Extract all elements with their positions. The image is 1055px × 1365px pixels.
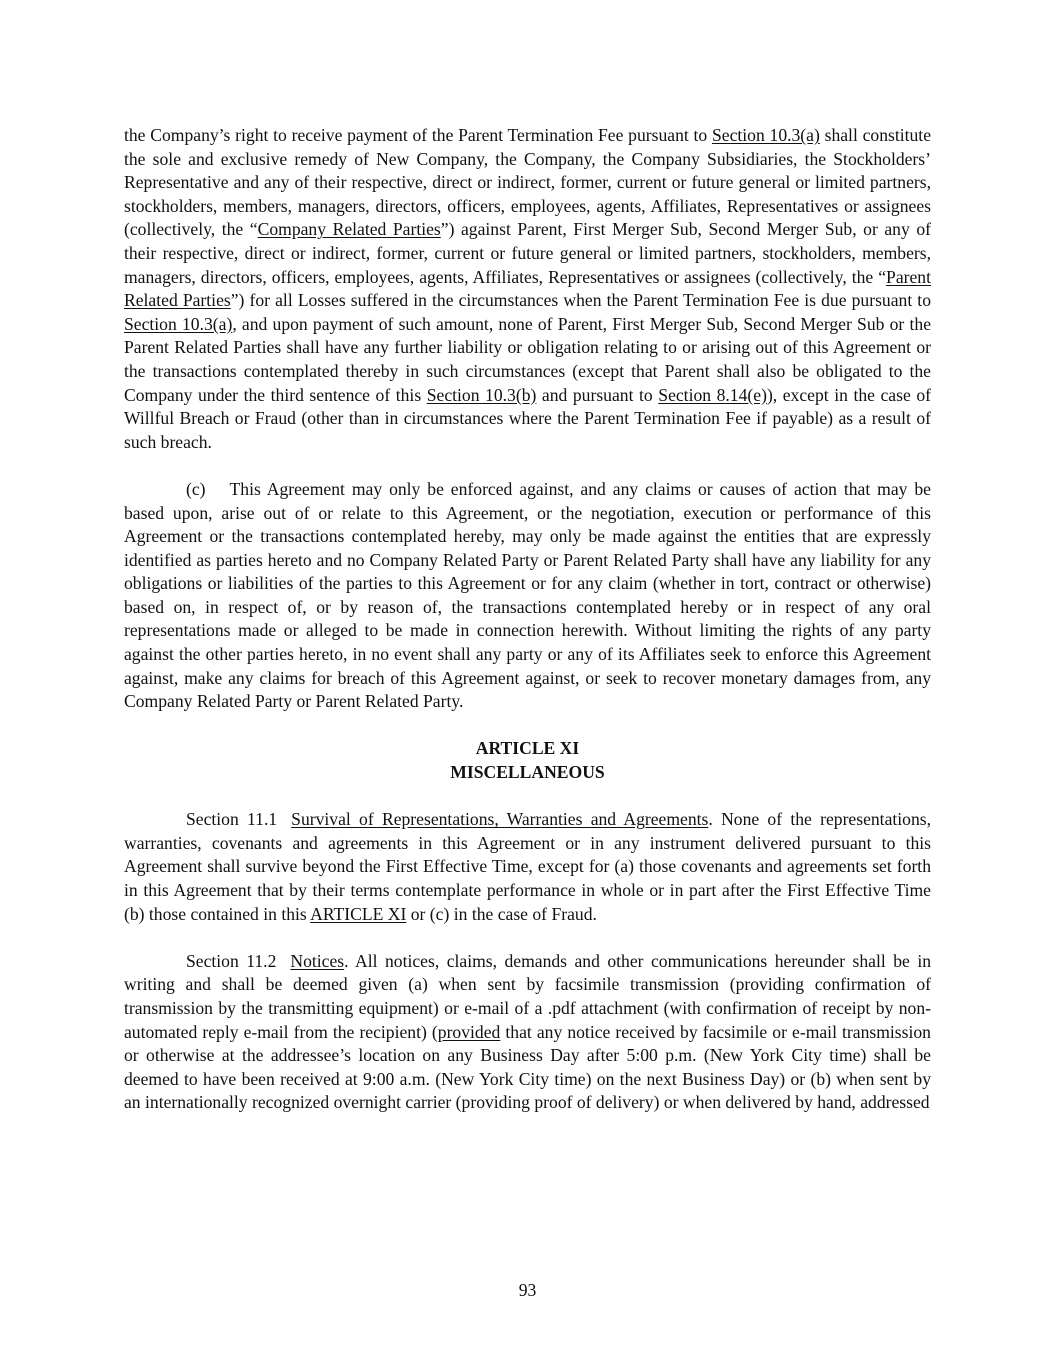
text-run: , and upon payment of such amount, none of Parent, First Merger Sub, Second Merger Sub or the Parent Related Parties shall have any further liability or obligation relating to or arising out of this Agreement or the transactions contemplated thereby in such circumstances (except that Parent shall also be obligated to the Company under the third sentence of this	[124, 313, 931, 405]
section-heading: Survival of Representations, Warranties and Agreements	[291, 809, 709, 830]
text-run: This Agreement may only be enforced against, and any claims or causes of action that may be based upon, arise out of or relate to this Agreement, or the negotiation, execution or performance of this Agreement or the transactions contemplated hereby, may only be made against the entities that are expressly identified as parties hereto and no Company Related Party or Parent Related Party shall have any liability for any obligations or liabilities of the parties to this Agreement or for any claim (whether in tort, contract or otherwise) based on, in respect of, or by reason of, the transactions contemplated hereby or in respect of any oral representations made or alleged to be made in connection herewith. Without limiting the rights of any party against the other parties hereto, in no event shall any party or any of its Affiliates seek to enforce this Agreement against, make any claims for breach of this Agreement against, or seek to recover monetary damages from, any Company Related Party or Parent Related Party.	[124, 478, 931, 712]
document-page	[124, 124, 931, 1115]
article-subtitle: MISCELLANEOUS	[450, 762, 605, 783]
section-heading: Notices	[290, 950, 345, 971]
section-label: Section 11.1	[186, 809, 278, 830]
text-run: ”) for all Losses suffered in the circumstances when the Parent Termination Fee is due pursuant to	[230, 290, 931, 311]
section-11-2	[124, 950, 931, 1115]
text-run: . All notices, claims, demands and other communications hereunder shall be in writing and shall be deemed given (a) when sent by facsimile transmission (providing confirmation of transmission by the transmitting equipment) or e-mail of a .pdf attachment (with confirmation of receipt by non-automated reply e-mail from the recipient) (	[124, 950, 932, 1042]
article-reference: ARTICLE XI	[310, 903, 407, 924]
text-run: shall constitute the sole and exclusive remedy of New Company, the Company, the Company Subsidiaries, the Stockholders’ Representative and any of their respective, direct or indirect, former, current or future general or limited partners, stockholders, members, managers, directors, officers, employees, agents, Affiliates, Representatives or assignees (collectively, the “	[124, 125, 931, 240]
text-run: . None of the representations, warranties, covenants and agreements in this Agreement or in any instrument delivered pursuant to this Agreement shall survive beyond the First Effective Time, except for (a) those covenants and agreements set forth in this Agreement that by their terms contemplate performance in whole or in part after the First Effective Time (b) those contained in this	[124, 809, 931, 924]
clause-label: (c)	[186, 478, 206, 499]
paragraph-c	[124, 478, 931, 714]
text-run: the Company’s right to receive payment of the Parent Termination Fee pursuant to	[124, 125, 712, 145]
text-run: ), except in the case of Willful Breach or Fraud (other than in circumstances where the Parent Termination Fee if payable) as a result of such breach.	[124, 384, 931, 452]
section-reference: Section 10.3(a)	[124, 313, 233, 334]
page-number: 93	[518, 1280, 537, 1300]
paragraph-continuation	[124, 124, 931, 454]
defined-term: Company Related Parties	[257, 219, 441, 240]
section-reference: Section 10.3(a)	[711, 125, 820, 145]
section-reference: Section 10.3(b)	[426, 384, 537, 405]
section-label: Section 11.2	[186, 950, 277, 971]
text-run: that any notice received by facsimile or e-mail transmission or otherwise at the addressee’s location on any Business Day after 5:00 p.m. (New York City time) shall be deemed to have been received at 9:00 a.m. (New York City time) on the next Business Day) or (b) when sent by an internationally recognized overnight carrier (providing proof of delivery) or when delivered by hand, addressed	[124, 1021, 931, 1113]
section-reference: Section 8.14(e)	[658, 384, 767, 405]
text-run: or (c) in the case of Fraud.	[406, 903, 597, 924]
article-heading	[124, 737, 931, 784]
text-run: ”) against Parent, First Merger Sub, Second Merger Sub, or any of their respective, direct or indirect, former, current or future general or limited partners, stockholders, members, managers, directors, officers, employees, agents, Affiliates, Representatives or assignees (collectively, the “	[124, 219, 931, 287]
defined-term: Parent Related Parties	[124, 266, 931, 311]
proviso-term: provided	[437, 1021, 501, 1042]
article-title: ARTICLE XI	[475, 738, 580, 759]
section-11-1	[124, 808, 931, 926]
text-run: and pursuant to	[536, 384, 659, 405]
